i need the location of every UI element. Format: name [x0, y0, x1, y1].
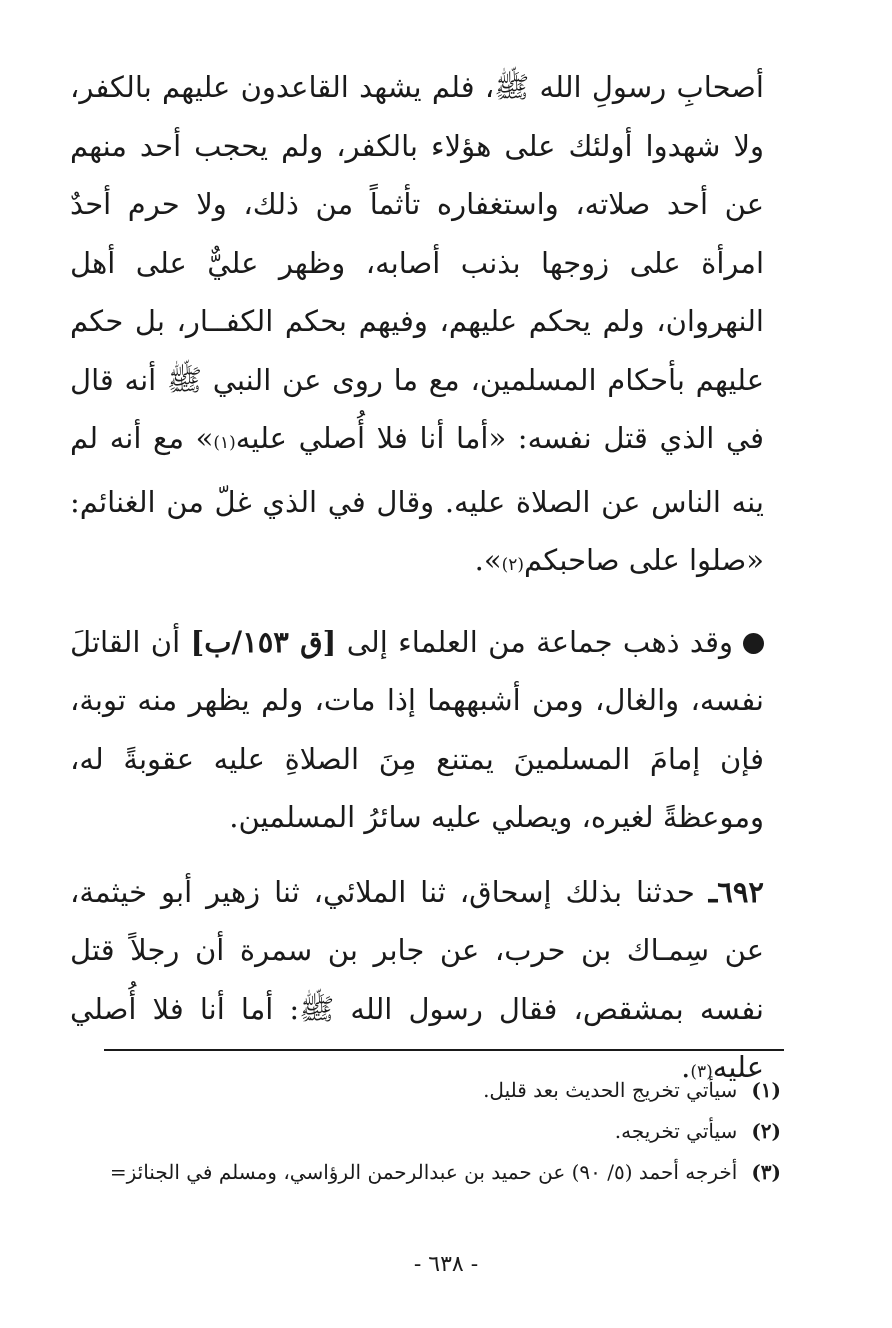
footnote-divider: [104, 1049, 784, 1051]
main-text: [70, 58, 764, 1102]
folio-marker: [ق ١٥٣/ب]: [190, 624, 337, 659]
footnote-2: (٢)سيأتي تخريجه.: [614, 1119, 781, 1143]
hadith-692: ٦٩٢ـ حدثنا بذلك إسحاق، ثنا الملائي، ثنا زهير أبو خيثمة، عن سِمـاك بن حرب، عن جابر بن سمرة أن رجلاً قتل نفسه بمشقص، فقال رسول الله ﷺ: أما أنا فلا أُصلي عليه(٣).: [70, 874, 765, 1084]
footnote-ref-3: (٣): [690, 1062, 713, 1082]
bullet-icon: [743, 633, 764, 654]
footnote-ref-1: (١): [213, 433, 236, 453]
footnotes: [86, 1070, 781, 1193]
page-number: - ٦٣٨ -: [413, 1252, 479, 1277]
footnote-ref-2: (٢): [501, 555, 525, 575]
footnote-3: (٣)أخرجه أحمد (٥/ ٩٠) عن حميد بن عبدالرحمن الرؤاسي، ومسلم في الجنائز=: [109, 1160, 781, 1184]
paragraph-2: وقد ذهب جماعة من العلماء إلى [ق ١٥٣/ب] أن القاتلَ نفسه، والغال، ومن أشبههما إذا مات، ولم يظهر منه توبة، فإن إمامَ المسلمينَ يمتنع مِنَ الصلاةِ عليه عقوبةً له، وموعظةً لغيره، ويصلي عليه سائرُ المسلمين.: [70, 624, 764, 834]
paragraph-1: أصحابِ رسولِ الله ﷺ، فلم يشهد القاعدون عليهم بالكفر، ولا شهدوا أولئك على هؤلاء بالكفر، ولم يحجب أحد منهم عن أحد صلاته، واستغفاره تأثماً من ذلك، ولا حرم أحدٌ امرأة على زوجها بذنب أصابه، وظهر عليٌّ على أهل النهروان، ولم يحكم عليهم، وفيهم بحكم الكفــار، بل حكم عليهم بأحكام المسلمين، مع ما روى عن النبي ﷺ أنه قال في الذي قتل نفسه: «أما أنا فلا أُصلي عليه(١)» مع أنه لم ينه الناس عن الصلاة عليه. وقال في الذي غلّ من الغنائم: «صلوا على صاحبكم(٢)».: [70, 70, 764, 577]
hadith-number: ٦٩٢ـ: [708, 874, 765, 909]
footnote-1: (١)سيأتي تخريج الحديث بعد قليل.: [483, 1078, 781, 1102]
